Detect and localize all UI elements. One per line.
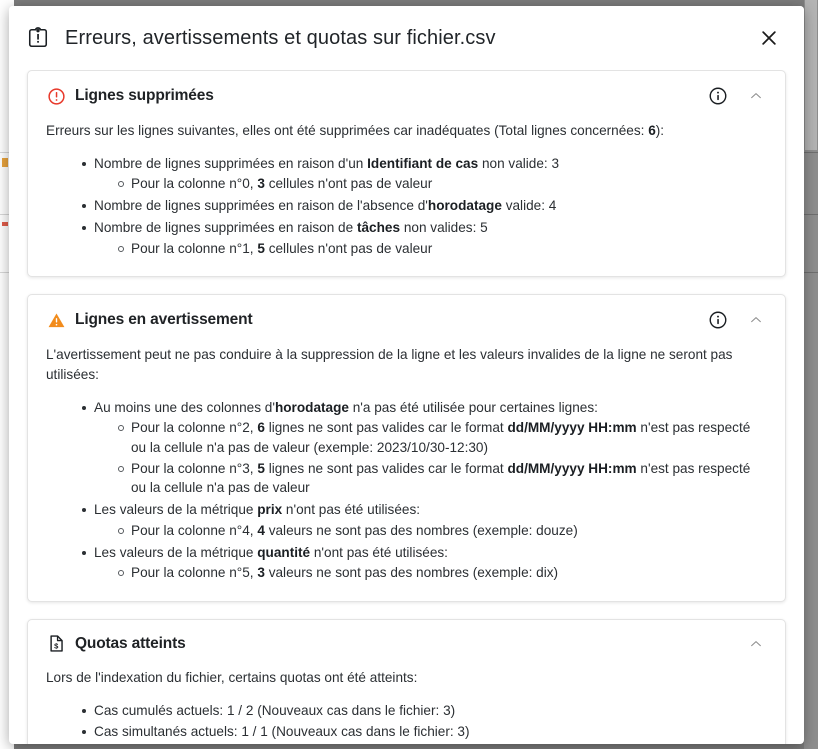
sub-list	[94, 239, 767, 259]
card-header	[46, 309, 767, 331]
intro-prefix: Erreurs sur les lignes suivantes, elles ont été supprimées car inadéquates (Total lignes concernées:	[46, 123, 649, 138]
quote-document-icon	[46, 634, 66, 654]
sub-suffix: valeurs ne sont pas des nombres (exemple: douze)	[264, 522, 578, 538]
card-header	[46, 634, 767, 654]
card-warning-lines	[27, 294, 786, 602]
sub-suffix: valeurs ne sont pas des nombres (exemple: dix)	[264, 565, 559, 581]
sub-list-item	[118, 563, 767, 583]
sub-suffix: n'est pas respecté ou la cellule n'a pas de valeur	[131, 460, 751, 496]
sub-list	[94, 521, 767, 541]
item-bold: quantité	[257, 544, 311, 560]
list-item	[82, 196, 767, 216]
error-circle-icon	[46, 86, 66, 106]
card-actions	[707, 309, 767, 331]
list-item	[82, 154, 767, 194]
sub-prefix: Pour la colonne n°2,	[131, 420, 258, 436]
sub-suffix: cellules n'ont pas de valeur	[264, 240, 433, 256]
dialog-body	[9, 70, 804, 744]
sub-bold: 6	[257, 420, 265, 436]
sub-bold-format: dd/MM/yyyy HH:mm	[507, 460, 637, 476]
info-icon[interactable]	[707, 309, 729, 331]
item-suffix: n'ont pas été utilisées:	[282, 502, 421, 518]
item-prefix: Nombre de lignes supprimées en raison de	[94, 219, 357, 235]
sub-mid: lignes ne sont pas valides car le format	[264, 460, 508, 476]
card-intro	[46, 121, 767, 141]
list-item	[82, 722, 767, 742]
item-prefix: Au moins une des colonnes d'	[94, 399, 275, 415]
sub-bold: 5	[257, 460, 265, 476]
item-suffix: non valides: 5	[400, 219, 488, 235]
dialog-header	[9, 6, 804, 70]
sub-prefix: Pour la colonne n°3,	[131, 460, 258, 476]
list-item	[82, 543, 767, 583]
issue-list	[46, 154, 767, 259]
item-suffix: valide: 4	[501, 198, 557, 214]
card-quotas-reached	[27, 619, 786, 744]
sub-suffix: n'est pas respecté ou la cellule n'a pas de valeur (exemple: 2023/10/30-12:30)	[131, 420, 751, 456]
item-bold: Identifiant de cas	[367, 155, 479, 171]
sub-suffix: cellules n'ont pas de valeur	[264, 176, 433, 192]
sub-list	[94, 174, 767, 194]
card-intro: L'avertissement peut ne pas conduire à la suppression de la ligne et les valeurs invalides de la ligne ne seront pas utilisées:	[46, 347, 733, 382]
sub-list	[94, 563, 767, 583]
sub-bold: 4	[257, 522, 265, 538]
sub-list-item	[118, 459, 767, 498]
card-actions	[747, 634, 767, 654]
sub-prefix: Pour la colonne n°5,	[131, 565, 258, 581]
sub-list-item	[118, 239, 767, 259]
svg-text:$: $	[53, 642, 58, 652]
card-title: Quotas atteints	[75, 634, 186, 652]
issue-list	[46, 398, 767, 583]
sub-list-item	[118, 174, 767, 194]
card-intro: Lors de l'indexation du fichier, certains quotas ont été atteints:	[46, 669, 418, 685]
errors-warnings-quotas-dialog	[9, 6, 804, 744]
item-suffix: n'ont pas été utilisées:	[310, 544, 448, 560]
card-header	[46, 85, 767, 107]
sub-prefix: Pour la colonne n°0,	[131, 176, 258, 192]
chevron-up-icon[interactable]	[747, 86, 767, 106]
list-item	[82, 218, 767, 258]
sub-list-item	[118, 521, 767, 541]
card-deleted-lines	[27, 70, 786, 277]
intro-bold: 6	[648, 123, 656, 138]
sub-list	[94, 418, 767, 498]
report-problem-clipboard-icon	[25, 25, 51, 51]
page-scrollbar-track[interactable]	[804, 0, 818, 749]
item-bold: horodatage	[427, 198, 502, 214]
chevron-up-icon[interactable]	[747, 310, 767, 330]
item-prefix: Les valeurs de la métrique	[94, 502, 258, 518]
item-prefix: Nombre de lignes supprimées en raison d'un	[94, 155, 368, 171]
item-suffix: non valide: 3	[478, 155, 560, 171]
card-actions	[707, 85, 767, 107]
info-icon[interactable]	[707, 85, 729, 107]
item-bold: horodatage	[274, 399, 349, 415]
list-item	[82, 398, 767, 499]
sub-prefix: Pour la colonne n°4,	[131, 522, 258, 538]
sub-bold: 3	[257, 176, 265, 192]
item-prefix: Les valeurs de la métrique	[94, 544, 258, 560]
sub-bold-format: dd/MM/yyyy HH:mm	[507, 420, 637, 436]
card-title: Lignes supprimées	[75, 87, 214, 104]
sub-bold: 3	[257, 565, 265, 581]
warning-triangle-icon	[46, 310, 66, 330]
close-icon[interactable]	[752, 21, 786, 55]
list-item	[82, 500, 767, 540]
sub-list-item	[118, 418, 767, 457]
card-title: Lignes en avertissement	[75, 311, 253, 329]
item-prefix: Cas simultanés actuels: 1 / 1 (Nouveaux cas dans le fichier: 3)	[94, 724, 470, 740]
chevron-up-icon[interactable]	[747, 634, 767, 654]
item-bold: prix	[257, 502, 283, 518]
item-bold: tâches	[356, 219, 401, 235]
sub-bold: 5	[257, 240, 265, 256]
item-suffix: n'a pas été utilisée pour certaines lignes:	[348, 399, 598, 415]
item-prefix: Nombre de lignes supprimées en raison de l'absence d'	[94, 198, 428, 214]
intro-suffix: ):	[655, 123, 665, 138]
issue-list	[46, 701, 767, 742]
page-title: Erreurs, avertissements et quotas sur fichier.csv	[65, 26, 496, 49]
sub-mid: lignes ne sont pas valides car le format	[264, 420, 508, 436]
sub-prefix: Pour la colonne n°1,	[131, 240, 258, 256]
list-item	[82, 701, 767, 721]
item-prefix: Cas cumulés actuels: 1 / 2 (Nouveaux cas dans le fichier: 3)	[94, 702, 456, 718]
page-scrollbar-thumb[interactable]	[805, 0, 817, 150]
